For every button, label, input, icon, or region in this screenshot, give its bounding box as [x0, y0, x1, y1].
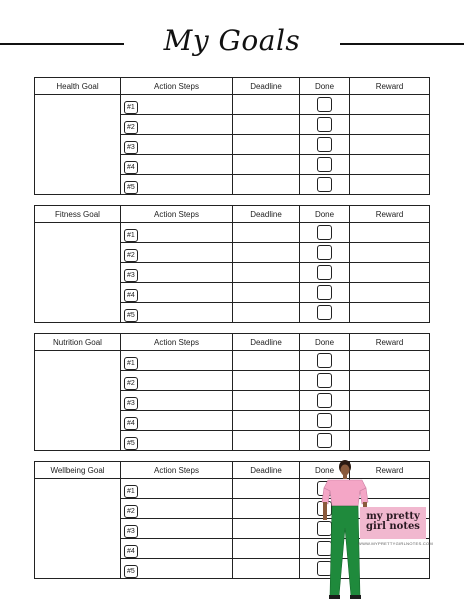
step-number: #3: [124, 525, 138, 538]
done-cell: [300, 135, 350, 155]
goal-description-field[interactable]: [35, 351, 121, 451]
deadline-field[interactable]: [233, 155, 300, 175]
table-row: [35, 223, 430, 243]
reward-field[interactable]: [350, 371, 430, 391]
goal-description-field[interactable]: [35, 95, 121, 195]
done-cell: [300, 95, 350, 115]
deadline-field[interactable]: [233, 263, 300, 283]
reward-field[interactable]: [350, 391, 430, 411]
deadline-field[interactable]: [233, 411, 300, 431]
deadline-field[interactable]: [233, 539, 300, 559]
done-cell: [300, 391, 350, 411]
action-step-field[interactable]: [121, 95, 233, 115]
deadline-field[interactable]: [233, 283, 300, 303]
table-row: [35, 95, 430, 115]
reward-field[interactable]: [350, 155, 430, 175]
done-cell: [300, 175, 350, 195]
deadline-field[interactable]: [233, 115, 300, 135]
step-number: #3: [124, 269, 138, 282]
brand-logo: [360, 507, 426, 539]
step-number: #5: [124, 309, 138, 322]
step-number: #2: [124, 121, 138, 134]
action-step-field[interactable]: [121, 135, 233, 155]
reward-field[interactable]: [350, 95, 430, 115]
action-step-field[interactable]: [121, 263, 233, 283]
done-checkbox[interactable]: [317, 393, 332, 408]
step-number: #3: [124, 141, 138, 154]
done-cell: [300, 371, 350, 391]
step-number: #4: [124, 417, 138, 430]
done-checkbox[interactable]: [317, 413, 332, 428]
deadline-field[interactable]: [233, 243, 300, 263]
done-header: Done: [300, 78, 350, 95]
action-step-field[interactable]: [121, 155, 233, 175]
reward-field[interactable]: [350, 175, 430, 195]
action-step-field[interactable]: [121, 559, 233, 579]
done-checkbox[interactable]: [317, 433, 332, 448]
reward-field[interactable]: [350, 115, 430, 135]
done-checkbox[interactable]: [317, 285, 332, 300]
done-checkbox[interactable]: [317, 265, 332, 280]
goal-header: Wellbeing Goal: [35, 462, 121, 479]
deadline-field[interactable]: [233, 391, 300, 411]
done-checkbox[interactable]: [317, 373, 332, 388]
action-steps-header: Action Steps: [121, 78, 233, 95]
step-number: #2: [124, 249, 138, 262]
done-checkbox[interactable]: [317, 177, 332, 192]
step-number: #1: [124, 485, 138, 498]
done-cell: [300, 223, 350, 243]
goal-table: [34, 333, 430, 451]
action-step-field[interactable]: [121, 223, 233, 243]
step-number: #5: [124, 181, 138, 194]
deadline-header: Deadline: [233, 462, 300, 479]
title-row: [0, 22, 464, 66]
done-checkbox[interactable]: [317, 117, 332, 132]
deadline-field[interactable]: [233, 479, 300, 499]
action-step-field[interactable]: [121, 411, 233, 431]
action-steps-header: Action Steps: [121, 334, 233, 351]
deadline-header: Deadline: [233, 206, 300, 223]
done-checkbox[interactable]: [317, 137, 332, 152]
done-header: Done: [300, 206, 350, 223]
deadline-field[interactable]: [233, 371, 300, 391]
deadline-field[interactable]: [233, 431, 300, 451]
reward-field[interactable]: [350, 263, 430, 283]
goal-table: [34, 77, 430, 195]
step-number: #1: [124, 101, 138, 114]
action-step-field[interactable]: [121, 115, 233, 135]
done-header: Done: [300, 462, 350, 479]
done-cell: [300, 263, 350, 283]
reward-field[interactable]: [350, 351, 430, 371]
goal-description-field[interactable]: [35, 479, 121, 579]
deadline-field[interactable]: [233, 559, 300, 579]
deadline-header: Deadline: [233, 334, 300, 351]
done-checkbox[interactable]: [317, 225, 332, 240]
page-title: My Goals: [163, 24, 301, 57]
reward-header: Reward: [350, 462, 430, 479]
action-step-field[interactable]: [121, 479, 233, 499]
reward-field[interactable]: [350, 303, 430, 323]
reward-header: Reward: [350, 206, 430, 223]
goal-header: Fitness Goal: [35, 206, 121, 223]
action-step-field[interactable]: [121, 431, 233, 451]
goal-table: [34, 205, 430, 323]
step-number: #4: [124, 545, 138, 558]
deadline-field[interactable]: [233, 135, 300, 155]
done-checkbox[interactable]: [317, 305, 332, 320]
action-step-field[interactable]: [121, 243, 233, 263]
action-step-field[interactable]: [121, 391, 233, 411]
action-step-field[interactable]: [121, 351, 233, 371]
deadline-field[interactable]: [233, 95, 300, 115]
reward-header: Reward: [350, 78, 430, 95]
done-checkbox[interactable]: [317, 97, 332, 112]
table-row: [35, 479, 430, 499]
done-checkbox[interactable]: [317, 157, 332, 172]
action-step-field[interactable]: [121, 499, 233, 519]
done-cell: [300, 283, 350, 303]
step-number: #5: [124, 437, 138, 450]
action-step-field[interactable]: [121, 175, 233, 195]
done-checkbox[interactable]: [317, 245, 332, 260]
reward-field[interactable]: [350, 135, 430, 155]
reward-field[interactable]: [350, 411, 430, 431]
done-cell: [300, 243, 350, 263]
reward-field[interactable]: [350, 431, 430, 451]
action-step-field[interactable]: [121, 539, 233, 559]
done-checkbox[interactable]: [317, 353, 332, 368]
action-step-field[interactable]: [121, 283, 233, 303]
step-number: #5: [124, 565, 138, 578]
reward-field[interactable]: [350, 243, 430, 263]
title-divider-right: [340, 43, 464, 45]
step-number: #2: [124, 505, 138, 518]
deadline-field[interactable]: [233, 519, 300, 539]
deadline-field[interactable]: [233, 499, 300, 519]
reward-header: Reward: [350, 334, 430, 351]
step-number: #1: [124, 357, 138, 370]
action-step-field[interactable]: [121, 519, 233, 539]
goal-header: Health Goal: [35, 78, 121, 95]
brand-website: WWW.MYPRETTYGIRLNOTES.COM: [358, 541, 434, 546]
done-cell: [300, 303, 350, 323]
reward-field[interactable]: [350, 223, 430, 243]
deadline-header: Deadline: [233, 78, 300, 95]
deadline-field[interactable]: [233, 351, 300, 371]
step-number: #4: [124, 161, 138, 174]
done-cell: [300, 155, 350, 175]
action-steps-header: Action Steps: [121, 206, 233, 223]
action-steps-header: Action Steps: [121, 462, 233, 479]
deadline-field[interactable]: [233, 175, 300, 195]
reward-field[interactable]: [350, 283, 430, 303]
brand-logo-text: my pretty girl notes: [366, 511, 420, 532]
action-step-field[interactable]: [121, 303, 233, 323]
goal-description-field[interactable]: [35, 223, 121, 323]
step-number: #3: [124, 397, 138, 410]
step-number: #4: [124, 289, 138, 302]
deadline-field[interactable]: [233, 303, 300, 323]
done-cell: [300, 411, 350, 431]
done-header: Done: [300, 334, 350, 351]
done-cell: [300, 115, 350, 135]
step-number: #2: [124, 377, 138, 390]
table-row: [35, 351, 430, 371]
deadline-field[interactable]: [233, 223, 300, 243]
goal-header: Nutrition Goal: [35, 334, 121, 351]
done-cell: [300, 351, 350, 371]
step-number: #1: [124, 229, 138, 242]
action-step-field[interactable]: [121, 371, 233, 391]
done-cell: [300, 431, 350, 451]
